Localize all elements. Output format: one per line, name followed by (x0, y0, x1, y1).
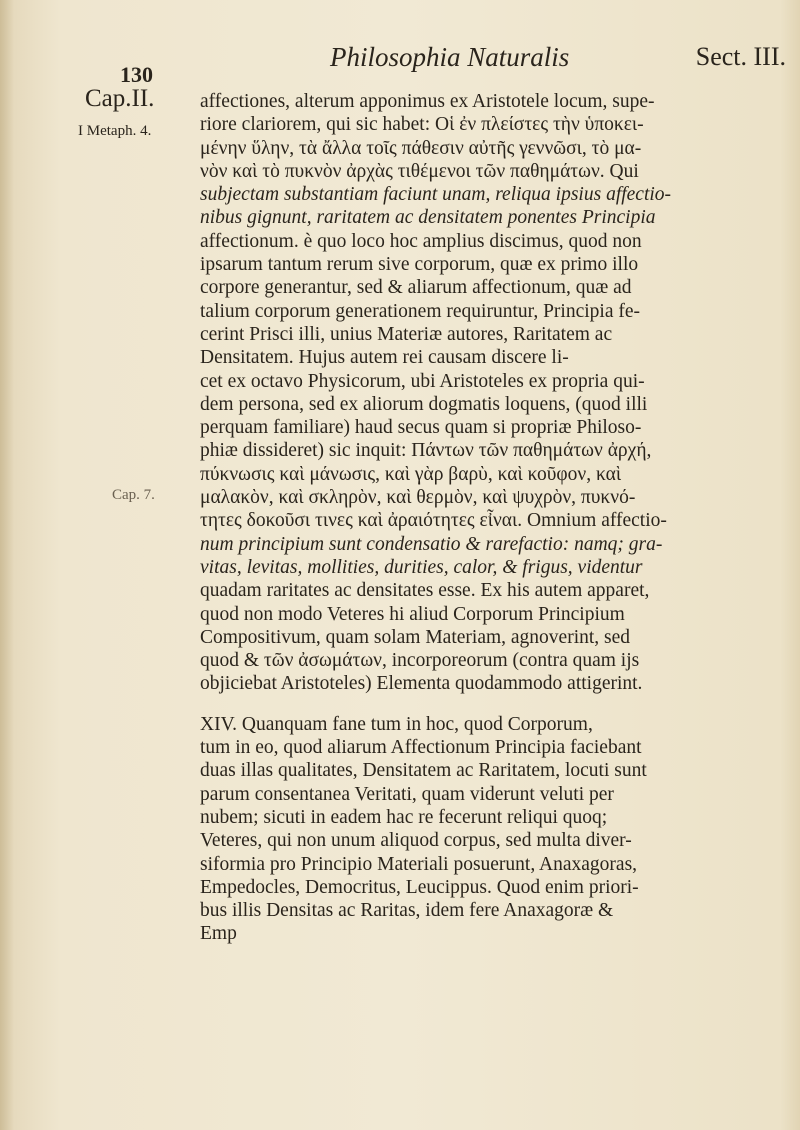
paragraph (200, 90, 800, 696)
text-line: objiciebat Aristoteles) Elementa quodammodo attigerint. (200, 673, 643, 695)
text-line: affectionum. è quo loco hoc amplius discimus, quod non (200, 230, 642, 252)
margin-cap-reference: Cap. 7. (112, 487, 155, 503)
text-line: XIV. Quanquam fane tum in hoc, quod Corporum, (200, 713, 593, 735)
text-line: τητες δοκοῦσι τινες καὶ ἀραιότητες εἶναι. Omnium affectio- (200, 510, 667, 532)
text-line: μένην ὕλην, τὰ ἄλλα τοῖς πάθεσιν αὐτῆς γεννῶσι, τὸ μα- (200, 137, 642, 159)
text-line: perquam familiare) haud secus quam si propriæ Philoso- (200, 417, 642, 439)
running-title: Philosophia Naturalis (330, 42, 570, 72)
text-line: nibus gignunt, raritatem ac densitatem ponentes Principia (200, 207, 656, 229)
text-line: ipsarum tantum rerum sive corporum, quæ ex primo illo (200, 254, 639, 276)
text-line: Veteres, qui non unum aliquod corpus, sed multa diver- (200, 830, 632, 852)
text-line: quod non modo Veteres hi aliud Corporum Principium (200, 603, 625, 625)
paragraph-gap (200, 696, 800, 713)
text-line: νὸν καὶ τὸ πυκνὸν ἀρχὰς τιθέμενοι τῶν παθημάτων. Qui (200, 160, 639, 182)
text-line: Densitatem. Hujus autem rei causam discere li- (200, 347, 569, 369)
text-line: affectiones, alterum apponimus ex Aristotele locum, supe- (200, 91, 655, 112)
text-line: bus illis Densitas ac Raritas, idem fere Anaxagoræ & (200, 900, 614, 922)
text-line: phiæ dissideret) sic inquit: Πάντων τῶν παθημάτων ἀρχή, (200, 440, 652, 462)
text-line: tum in eo, quod aliarum Affectionum Principia faciebant (200, 737, 642, 759)
text-line: nubem; sicuti in eadem hac re fecerunt reliqui quoq; (200, 806, 608, 828)
text-line: duas illas qualitates, Densitatem ac Raritatem, locuti sunt (200, 760, 647, 782)
text-line: subjectam substantiam faciunt unam, reliqua ipsius affectio- (200, 184, 672, 206)
text-line: μαλακὸν, καὶ σκληρὸν, καὶ θερμὸν, καὶ ψυχρὸν, πυκνό- (200, 487, 636, 509)
text-line: dem persona, sed ex aliorum dogmatis loquens, (quod illi (200, 393, 648, 415)
margin-chapter-label: Cap.II. (85, 85, 155, 112)
text-line: Emp (200, 923, 237, 945)
text-line: parum consentanea Veritati, quam viderunt veluti per (200, 783, 614, 805)
margin-metaphysics-reference: I Metaph. 4. (78, 123, 152, 139)
text-line: cet ex octavo Physicorum, ubi Aristoteles ex propria qui- (200, 370, 645, 392)
text-line: corpore generantur, sed & aliarum affectionum, quæ ad (200, 277, 632, 299)
text-line: riore clariorem, qui sic habet: Οἱ ἐν πλείστες τὴν ὑποκει- (200, 114, 644, 136)
gutter-shadow (0, 0, 14, 1130)
text-line: πύκνωσις καὶ μάνωσις, καὶ γὰρ βαρὺ, καὶ κοῦφον, καὶ (200, 463, 622, 485)
body-text (200, 90, 800, 946)
paragraph (200, 713, 800, 946)
text-line: siformia pro Principio Materiali posuerunt, Anaxagoras, (200, 853, 638, 875)
text-line: Empedocles, Democritus, Leucippus. Quod enim priori- (200, 876, 639, 898)
text-line: vitas, levitas, mollities, durities, calor, & frigus, videntur (200, 556, 643, 578)
section-reference: Sect. III. (695, 42, 786, 71)
text-line: Compositivum, quam solam Materiam, agnoverint, sed (200, 626, 631, 648)
text-line: talium corporum generationem requiruntur, Principia fe- (200, 300, 640, 322)
page-number: 130 (120, 62, 153, 87)
text-line: cerint Prisci illi, unius Materiæ autores, Raritatem ac (200, 323, 613, 345)
text-line: quadam raritates ac densitates esse. Ex his autem apparet, (200, 580, 650, 602)
text-line: quod & τῶν ἀσωμάτων, incorporeorum (contra quam ijs (200, 650, 640, 672)
text-line: num principium sunt condensatio & rarefactio: namq; gra- (200, 533, 663, 555)
